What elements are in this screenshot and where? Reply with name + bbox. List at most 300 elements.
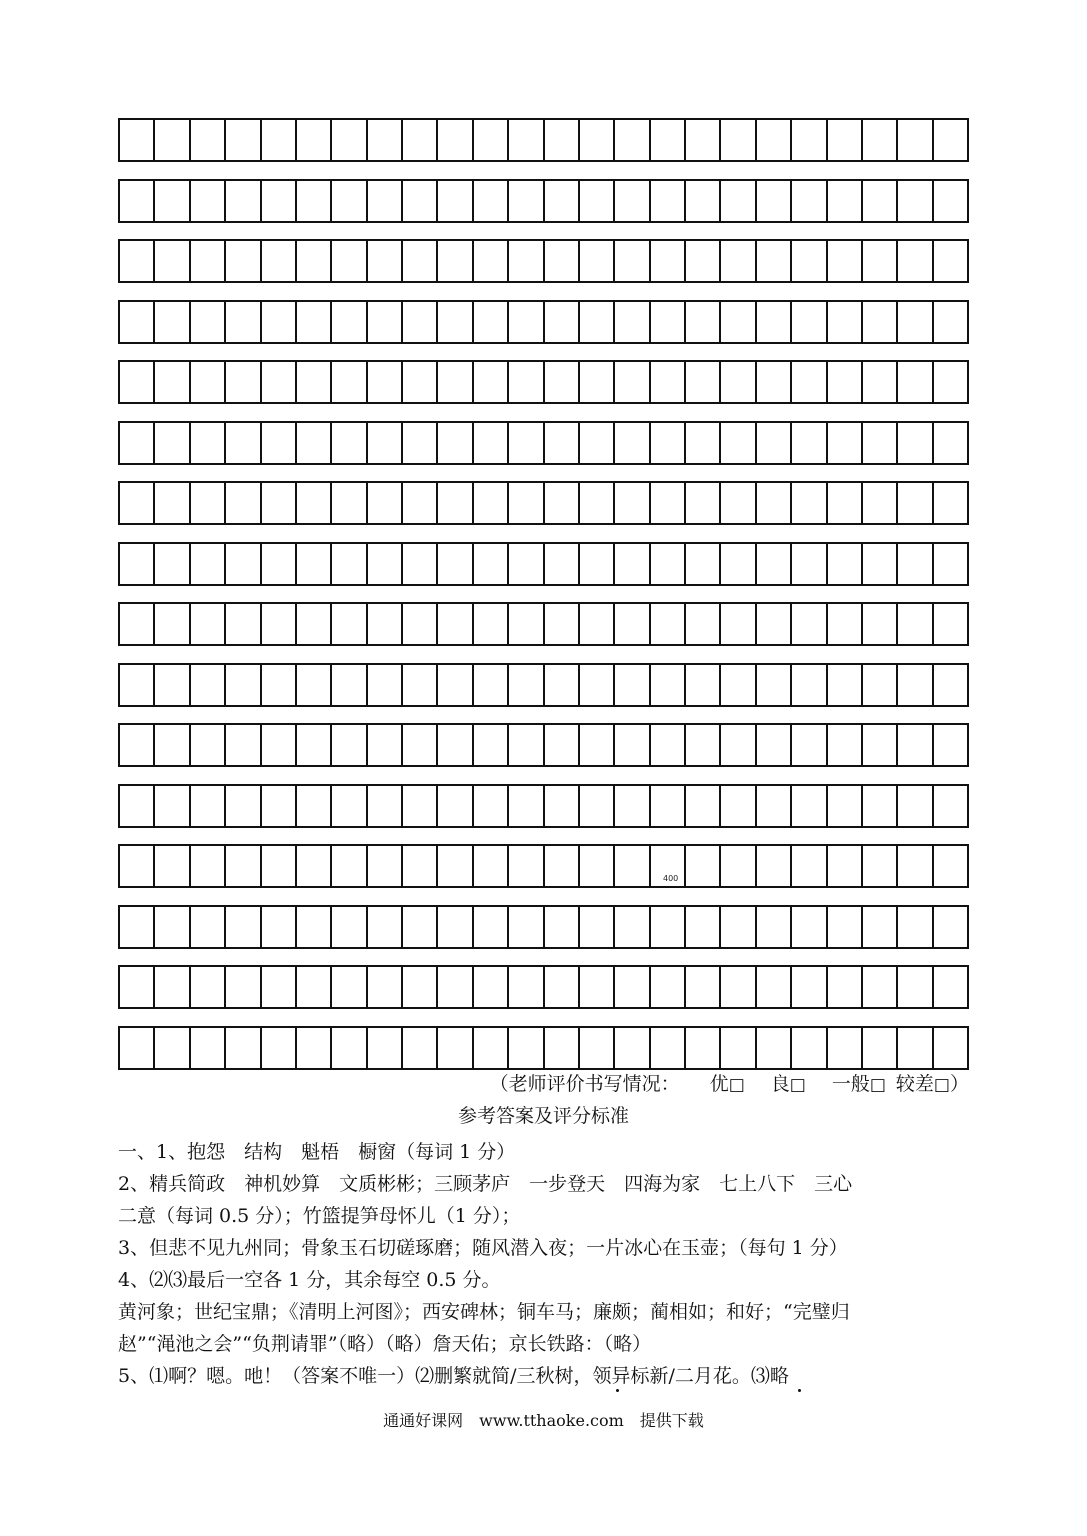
grid-cell-divider bbox=[578, 542, 580, 586]
grid-cell-divider bbox=[649, 421, 651, 465]
grid-cell-divider bbox=[295, 1026, 297, 1070]
grid-cell-divider bbox=[932, 542, 934, 586]
grid-cell-divider bbox=[932, 602, 934, 646]
grid-cell-divider bbox=[436, 179, 438, 223]
grid-cell-divider bbox=[543, 239, 545, 283]
grid-cell-divider bbox=[224, 723, 226, 767]
grid-cell-divider bbox=[755, 239, 757, 283]
grid-cell-divider bbox=[543, 300, 545, 344]
grid-cell-divider bbox=[189, 965, 191, 1009]
grid-cell-divider bbox=[153, 360, 155, 404]
grid-cell-divider bbox=[401, 723, 403, 767]
grid-cell-divider bbox=[224, 360, 226, 404]
grid-cell-divider bbox=[896, 965, 898, 1009]
grid-cell-divider bbox=[932, 1026, 934, 1070]
grid-cell-divider bbox=[507, 300, 509, 344]
grid-cell-divider bbox=[826, 905, 828, 949]
grid-cell-divider bbox=[719, 602, 721, 646]
grid-cell-divider bbox=[932, 784, 934, 828]
grid-cell-divider bbox=[118, 360, 120, 404]
grid-cell-divider bbox=[330, 239, 332, 283]
grid-cell-divider bbox=[295, 360, 297, 404]
grid-cell-divider bbox=[507, 1026, 509, 1070]
grid-cell-divider bbox=[967, 481, 969, 525]
grid-cell-divider bbox=[543, 421, 545, 465]
grid-cell-divider bbox=[366, 1026, 368, 1070]
grid-cell-divider bbox=[896, 905, 898, 949]
grid-cell-divider bbox=[224, 905, 226, 949]
grid-cell-divider bbox=[260, 421, 262, 465]
grid-cell-divider bbox=[826, 481, 828, 525]
grid-cell-divider bbox=[436, 1026, 438, 1070]
grid-cell-divider bbox=[649, 239, 651, 283]
grid-cell-divider bbox=[224, 844, 226, 888]
grid-cell-divider bbox=[543, 784, 545, 828]
grid-cell-divider bbox=[755, 844, 757, 888]
grid-cell-divider bbox=[401, 784, 403, 828]
grid-cell-divider bbox=[649, 1026, 651, 1070]
grid-cell-divider bbox=[826, 844, 828, 888]
grid-cell-divider bbox=[366, 844, 368, 888]
grid-cell-divider bbox=[330, 421, 332, 465]
grid-cell-divider bbox=[260, 179, 262, 223]
grid-cell-divider bbox=[153, 1026, 155, 1070]
grid-cell-divider bbox=[613, 179, 615, 223]
grid-cell-divider bbox=[826, 602, 828, 646]
grid-cell-divider bbox=[967, 421, 969, 465]
grid-cell-divider bbox=[507, 239, 509, 283]
grid-cell-divider bbox=[401, 905, 403, 949]
grid-cell-divider bbox=[543, 118, 545, 162]
grid-cell-divider bbox=[295, 784, 297, 828]
grid-cell-divider bbox=[826, 542, 828, 586]
grid-cell-divider bbox=[153, 542, 155, 586]
grid-cell-divider bbox=[153, 905, 155, 949]
evaluation-suffix: ） bbox=[949, 1073, 969, 1095]
grid-cell-divider bbox=[826, 118, 828, 162]
grid-cell-divider bbox=[649, 179, 651, 223]
grid-cell-divider bbox=[366, 602, 368, 646]
grid-cell-divider bbox=[543, 1026, 545, 1070]
grid-cell-divider bbox=[472, 663, 474, 707]
grid-cell-divider bbox=[366, 239, 368, 283]
grid-cell-divider bbox=[755, 663, 757, 707]
grid-cell-divider bbox=[260, 360, 262, 404]
grid-cell-divider bbox=[330, 723, 332, 767]
grid-cell-divider bbox=[790, 784, 792, 828]
grid-cell-divider bbox=[472, 421, 474, 465]
grid-cell-divider bbox=[649, 784, 651, 828]
grid-cell-divider bbox=[118, 844, 120, 888]
grid-cell-divider bbox=[861, 723, 863, 767]
grid-cell-divider bbox=[472, 1026, 474, 1070]
grid-cell-divider bbox=[260, 239, 262, 283]
grid-cell-divider bbox=[260, 844, 262, 888]
grid-cell-divider bbox=[755, 723, 757, 767]
grid-cell-divider bbox=[330, 965, 332, 1009]
grid-cell-divider bbox=[613, 663, 615, 707]
grid-cell-divider bbox=[578, 360, 580, 404]
grid-cell-divider bbox=[861, 179, 863, 223]
grid-cell-divider bbox=[295, 542, 297, 586]
grid-cell-divider bbox=[295, 965, 297, 1009]
answer-line-2: 2、精兵简政 神机妙算 文质彬彬；三顾茅庐 一步登天 四海为家 七上八下 三心 bbox=[118, 1173, 853, 1195]
grid-cell-divider bbox=[790, 481, 792, 525]
grid-cell-divider bbox=[295, 421, 297, 465]
grid-cell-divider bbox=[295, 179, 297, 223]
grid-cell-divider bbox=[472, 300, 474, 344]
grid-cell-divider bbox=[260, 784, 262, 828]
grid-cell-divider bbox=[684, 663, 686, 707]
checkbox-icon: □ bbox=[869, 1075, 886, 1095]
grid-cell-divider bbox=[401, 602, 403, 646]
grid-cell-divider bbox=[260, 602, 262, 646]
grid-cell-divider bbox=[649, 542, 651, 586]
grid-cell-divider bbox=[719, 905, 721, 949]
grid-cell-divider bbox=[719, 723, 721, 767]
grid-cell-divider bbox=[436, 239, 438, 283]
grid-cell-divider bbox=[295, 300, 297, 344]
grid-cell-divider bbox=[719, 663, 721, 707]
grid-cell-divider bbox=[649, 905, 651, 949]
grid-cell-divider bbox=[967, 965, 969, 1009]
grid-cell-divider bbox=[684, 300, 686, 344]
grid-cell-divider bbox=[507, 663, 509, 707]
grid-cell-divider bbox=[861, 360, 863, 404]
grid-cell-divider bbox=[260, 723, 262, 767]
grid-cell-divider bbox=[543, 723, 545, 767]
grid-cell-divider bbox=[330, 481, 332, 525]
grid-cell-divider bbox=[472, 784, 474, 828]
grid-cell-divider bbox=[896, 784, 898, 828]
grid-cell-divider bbox=[543, 602, 545, 646]
grid-cell-divider bbox=[543, 360, 545, 404]
grid-cell-divider bbox=[649, 300, 651, 344]
grid-cell-divider bbox=[790, 723, 792, 767]
grid-cell-divider bbox=[790, 118, 792, 162]
grid-cell-divider bbox=[967, 179, 969, 223]
grid-cell-divider bbox=[719, 784, 721, 828]
grid-cell-divider bbox=[543, 663, 545, 707]
grid-cell-divider bbox=[153, 481, 155, 525]
answer-line-1: 一、1、抱怨 结构 魁梧 橱窗（每词 1 分） bbox=[118, 1141, 516, 1163]
grid-cell-divider bbox=[896, 179, 898, 223]
grid-cell-divider bbox=[118, 239, 120, 283]
grid-cell-divider bbox=[260, 118, 262, 162]
grid-cell-divider bbox=[366, 118, 368, 162]
grid-cell-divider bbox=[613, 1026, 615, 1070]
grid-cell-divider bbox=[366, 300, 368, 344]
grid-cell-divider bbox=[649, 663, 651, 707]
grid-cell-divider bbox=[330, 663, 332, 707]
grid-cell-divider bbox=[118, 1026, 120, 1070]
grid-cell-divider bbox=[613, 965, 615, 1009]
grid-cell-divider bbox=[189, 360, 191, 404]
teacher-evaluation-line bbox=[490, 1071, 969, 1098]
grid-cell-divider bbox=[472, 542, 474, 586]
grid-cell-divider bbox=[507, 602, 509, 646]
grid-cell-divider bbox=[401, 542, 403, 586]
grid-cell-divider bbox=[153, 179, 155, 223]
grid-cell-divider bbox=[932, 663, 934, 707]
answer-line-3: 二意（每词 0.5 分）；竹篮提笋母怀儿（1 分）； bbox=[118, 1205, 521, 1227]
grid-cell-divider bbox=[224, 179, 226, 223]
grid-cell-divider bbox=[861, 300, 863, 344]
evaluation-option-good[interactable]: 良□ bbox=[770, 1073, 806, 1095]
evaluation-prefix: （老师评价书写情况： bbox=[489, 1073, 680, 1095]
grid-cell-divider bbox=[613, 602, 615, 646]
grid-cell-divider bbox=[189, 784, 191, 828]
grid-cell-divider bbox=[189, 844, 191, 888]
grid-cell-divider bbox=[366, 723, 368, 767]
grid-cell-divider bbox=[932, 723, 934, 767]
answer-key-title: 参考答案及评分标准 bbox=[457, 1105, 629, 1127]
grid-cell-divider bbox=[613, 844, 615, 888]
grid-cell-divider bbox=[826, 1026, 828, 1070]
checkbox-icon: □ bbox=[789, 1075, 806, 1095]
grid-cell-divider bbox=[189, 118, 191, 162]
grid-cell-divider bbox=[755, 481, 757, 525]
grid-cell-divider bbox=[896, 118, 898, 162]
grid-cell-divider bbox=[861, 602, 863, 646]
grid-cell-divider bbox=[507, 844, 509, 888]
grid-cell-divider bbox=[401, 663, 403, 707]
grid-cell-divider bbox=[401, 179, 403, 223]
grid-cell-divider bbox=[366, 965, 368, 1009]
grid-cell-divider bbox=[330, 844, 332, 888]
grid-cell-divider bbox=[932, 179, 934, 223]
grid-cell-divider bbox=[790, 663, 792, 707]
grid-cell-divider bbox=[649, 118, 651, 162]
grid-cell-divider bbox=[224, 481, 226, 525]
grid-cell-divider bbox=[684, 784, 686, 828]
answer-line-6: 黄河象；世纪宝鼎；《清明上河图》；西安碑林；铜车马；廉颇；蔺相如；和好；“完璧归 bbox=[118, 1301, 850, 1323]
grid-cell-divider bbox=[543, 905, 545, 949]
grid-cell-divider bbox=[153, 844, 155, 888]
grid-cell-divider bbox=[153, 421, 155, 465]
grid-cell-divider bbox=[260, 481, 262, 525]
grid-cell-divider bbox=[118, 118, 120, 162]
grid-cell-divider bbox=[118, 300, 120, 344]
grid-cell-divider bbox=[507, 965, 509, 1009]
grid-cell-divider bbox=[118, 179, 120, 223]
grid-cell-divider bbox=[578, 300, 580, 344]
grid-cell-divider bbox=[896, 239, 898, 283]
grid-cell-divider bbox=[436, 965, 438, 1009]
grid-cell-divider bbox=[896, 844, 898, 888]
grid-cell-divider bbox=[436, 300, 438, 344]
grid-cell-divider bbox=[896, 542, 898, 586]
grid-cell-divider bbox=[224, 239, 226, 283]
grid-cell-divider bbox=[896, 663, 898, 707]
grid-cell-divider bbox=[118, 784, 120, 828]
grid-cell-divider bbox=[224, 965, 226, 1009]
grid-cell-divider bbox=[118, 542, 120, 586]
grid-cell-divider bbox=[118, 663, 120, 707]
evaluation-option-average[interactable]: 一般□ bbox=[831, 1073, 886, 1095]
grid-cell-divider bbox=[118, 602, 120, 646]
grid-cell-divider bbox=[472, 179, 474, 223]
grid-cell-divider bbox=[189, 723, 191, 767]
grid-cell-divider bbox=[649, 481, 651, 525]
grid-cell-divider bbox=[224, 542, 226, 586]
grid-cell-divider bbox=[472, 602, 474, 646]
grid-cell-divider bbox=[436, 663, 438, 707]
grid-cell-divider bbox=[401, 118, 403, 162]
grid-cell-divider bbox=[189, 300, 191, 344]
grid-cell-divider bbox=[967, 844, 969, 888]
grid-cell-divider bbox=[153, 965, 155, 1009]
grid-cell-divider bbox=[861, 663, 863, 707]
grid-cell-divider bbox=[861, 542, 863, 586]
grid-cell-divider bbox=[436, 481, 438, 525]
grid-cell-divider bbox=[295, 481, 297, 525]
grid-cell-divider bbox=[613, 905, 615, 949]
grid-cell-divider bbox=[189, 1026, 191, 1070]
grid-cell-divider bbox=[896, 1026, 898, 1070]
grid-cell-divider bbox=[543, 481, 545, 525]
grid-cell-divider bbox=[613, 421, 615, 465]
character-count-marker: 400 bbox=[663, 874, 679, 883]
grid-cell-divider bbox=[260, 965, 262, 1009]
grid-cell-divider bbox=[260, 542, 262, 586]
grid-cell-divider bbox=[578, 723, 580, 767]
grid-cell-divider bbox=[861, 239, 863, 283]
grid-cell-divider bbox=[755, 360, 757, 404]
grid-cell-divider bbox=[543, 965, 545, 1009]
grid-cell-divider bbox=[790, 360, 792, 404]
grid-cell-divider bbox=[507, 118, 509, 162]
grid-cell-divider bbox=[684, 542, 686, 586]
emphasis-dot-mark bbox=[616, 1389, 619, 1392]
grid-cell-divider bbox=[118, 965, 120, 1009]
grid-cell-divider bbox=[543, 542, 545, 586]
grid-cell-divider bbox=[189, 542, 191, 586]
grid-cell-divider bbox=[330, 542, 332, 586]
grid-cell-divider bbox=[472, 239, 474, 283]
grid-cell-divider bbox=[153, 300, 155, 344]
grid-cell-divider bbox=[118, 723, 120, 767]
grid-cell-divider bbox=[790, 1026, 792, 1070]
grid-cell-divider bbox=[330, 118, 332, 162]
grid-cell-divider bbox=[613, 481, 615, 525]
grid-cell-divider bbox=[401, 1026, 403, 1070]
grid-cell-divider bbox=[684, 179, 686, 223]
grid-cell-divider bbox=[578, 481, 580, 525]
grid-cell-divider bbox=[189, 421, 191, 465]
grid-cell-divider bbox=[649, 602, 651, 646]
grid-cell-divider bbox=[790, 602, 792, 646]
grid-cell-divider bbox=[507, 905, 509, 949]
grid-cell-divider bbox=[967, 723, 969, 767]
grid-cell-divider bbox=[649, 360, 651, 404]
grid-cell-divider bbox=[578, 965, 580, 1009]
grid-cell-divider bbox=[684, 481, 686, 525]
grid-cell-divider bbox=[861, 481, 863, 525]
grid-cell-divider bbox=[472, 118, 474, 162]
grid-cell-divider bbox=[790, 421, 792, 465]
grid-cell-divider bbox=[436, 602, 438, 646]
grid-cell-divider bbox=[826, 239, 828, 283]
grid-cell-divider bbox=[967, 602, 969, 646]
grid-cell-divider bbox=[295, 723, 297, 767]
grid-cell-divider bbox=[366, 663, 368, 707]
grid-cell-divider bbox=[401, 421, 403, 465]
evaluation-option-poor[interactable]: 较差□ bbox=[895, 1073, 950, 1095]
grid-cell-divider bbox=[790, 239, 792, 283]
grid-cell-divider bbox=[189, 663, 191, 707]
grid-cell-divider bbox=[436, 723, 438, 767]
grid-cell-divider bbox=[295, 905, 297, 949]
grid-cell-divider bbox=[967, 784, 969, 828]
grid-cell-divider bbox=[684, 421, 686, 465]
grid-cell-divider bbox=[826, 663, 828, 707]
grid-cell-divider bbox=[260, 1026, 262, 1070]
grid-cell-divider bbox=[755, 421, 757, 465]
grid-cell-divider bbox=[543, 179, 545, 223]
grid-cell-divider bbox=[366, 481, 368, 525]
grid-cell-divider bbox=[507, 421, 509, 465]
grid-cell-divider bbox=[932, 421, 934, 465]
grid-cell-divider bbox=[189, 179, 191, 223]
grid-cell-divider bbox=[507, 481, 509, 525]
evaluation-option-excellent[interactable]: 优□ bbox=[709, 1073, 745, 1095]
grid-cell-divider bbox=[790, 542, 792, 586]
grid-cell-divider bbox=[861, 905, 863, 949]
grid-cell-divider bbox=[578, 663, 580, 707]
grid-cell-divider bbox=[861, 118, 863, 162]
grid-cell-divider bbox=[861, 1026, 863, 1070]
grid-cell-divider bbox=[295, 118, 297, 162]
grid-cell-divider bbox=[613, 300, 615, 344]
grid-cell-divider bbox=[507, 784, 509, 828]
grid-cell-divider bbox=[719, 1026, 721, 1070]
grid-cell-divider bbox=[755, 1026, 757, 1070]
grid-cell-divider bbox=[472, 905, 474, 949]
answer-line-7: 赵”“渑池之会”“负荆请罪”（略）（略）詹天佑；京长铁路：（略） bbox=[118, 1333, 652, 1355]
grid-cell-divider bbox=[330, 1026, 332, 1070]
grid-cell-divider bbox=[755, 965, 757, 1009]
grid-cell-divider bbox=[366, 360, 368, 404]
grid-cell-divider bbox=[118, 905, 120, 949]
grid-cell-divider bbox=[295, 663, 297, 707]
grid-cell-divider bbox=[224, 118, 226, 162]
grid-cell-divider bbox=[826, 723, 828, 767]
grid-cell-divider bbox=[719, 421, 721, 465]
grid-cell-divider bbox=[826, 300, 828, 344]
grid-cell-divider bbox=[472, 965, 474, 1009]
grid-cell-divider bbox=[755, 602, 757, 646]
grid-cell-divider bbox=[401, 239, 403, 283]
grid-cell-divider bbox=[790, 844, 792, 888]
grid-cell-divider bbox=[967, 663, 969, 707]
grid-cell-divider bbox=[507, 723, 509, 767]
grid-cell-divider bbox=[719, 300, 721, 344]
grid-cell-divider bbox=[967, 542, 969, 586]
grid-cell-divider bbox=[224, 1026, 226, 1070]
grid-cell-divider bbox=[967, 118, 969, 162]
grid-cell-divider bbox=[719, 239, 721, 283]
grid-cell-divider bbox=[189, 905, 191, 949]
grid-cell-divider bbox=[932, 360, 934, 404]
checkbox-icon: □ bbox=[728, 1075, 745, 1095]
grid-cell-divider bbox=[295, 844, 297, 888]
grid-cell-divider bbox=[719, 179, 721, 223]
grid-cell-divider bbox=[401, 844, 403, 888]
grid-cell-divider bbox=[613, 723, 615, 767]
grid-cell-divider bbox=[578, 784, 580, 828]
grid-cell-divider bbox=[896, 360, 898, 404]
